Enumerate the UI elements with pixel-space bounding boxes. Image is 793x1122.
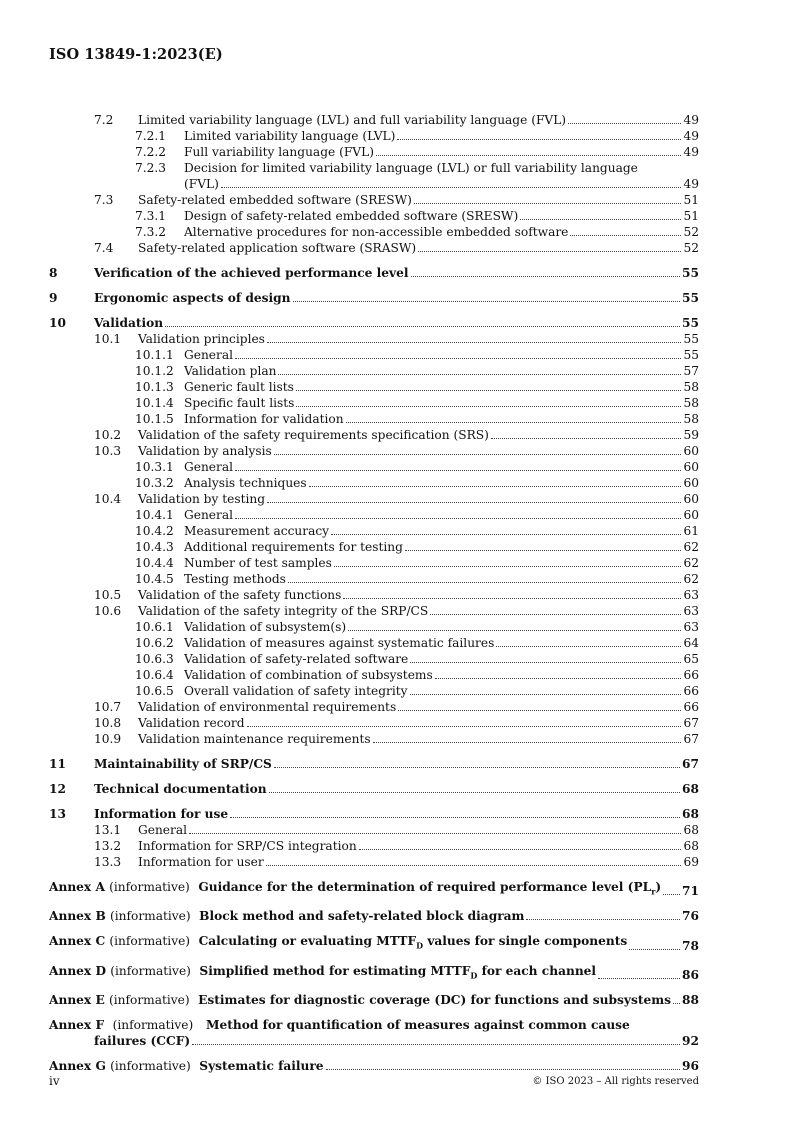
annex-label: Annex B: [49, 909, 106, 924]
toc-page: 66: [683, 684, 699, 698]
toc-entry[interactable]: [49, 265, 699, 281]
toc-page: 49: [683, 145, 699, 159]
toc-entry[interactable]: [49, 315, 699, 331]
toc-page: 52: [683, 241, 699, 255]
annex-label: Annex F: [49, 1018, 105, 1033]
toc-number: 10.6.1: [135, 620, 174, 634]
annex-title-end: for each channel: [477, 963, 597, 978]
toc-title: Validation of the safety requirements specification (SRS): [138, 428, 489, 442]
dot-leader: [376, 155, 681, 156]
toc-entry[interactable]: [49, 619, 699, 635]
toc-title: General: [138, 823, 187, 837]
annex-page: 88: [682, 993, 699, 1008]
toc-entry[interactable]: [49, 491, 699, 507]
dot-leader: [570, 235, 681, 236]
toc-entry[interactable]: [49, 756, 699, 772]
dot-leader: [247, 726, 682, 727]
toc-page: 55: [683, 332, 699, 346]
toc-title: Validation of the safety functions: [138, 588, 342, 602]
toc-number: 10.4.5: [135, 572, 174, 586]
toc-entry[interactable]: [49, 571, 699, 587]
annex-title: Estimates for diagnostic coverage (DC) for functions and subsystems: [198, 993, 671, 1008]
toc-page: 68: [683, 839, 699, 853]
toc-entry[interactable]: [49, 731, 699, 747]
toc-annex-f[interactable]: [49, 1017, 699, 1049]
toc-entry[interactable]: [49, 507, 699, 523]
annex-title: Guidance for the determination of required performance level (PL: [198, 880, 652, 894]
toc-page: 51: [683, 193, 699, 207]
dot-leader: [598, 978, 680, 979]
toc-number: 7.3.2: [135, 225, 167, 239]
toc-page: 64: [683, 636, 699, 650]
toc-page: 68: [682, 807, 699, 821]
toc-entry[interactable]: [49, 587, 699, 603]
dot-leader: [334, 566, 681, 567]
toc-page: 60: [683, 476, 699, 490]
toc-title: Validation principles: [138, 332, 265, 346]
toc-page: 58: [683, 396, 699, 410]
toc-annex-a[interactable]: [49, 879, 699, 899]
dot-leader: [274, 454, 681, 455]
toc-title: Validation of safety-related software: [184, 652, 409, 666]
toc-number: 10.4.4: [135, 556, 174, 570]
toc-number: 13.3: [94, 855, 122, 869]
toc-title: Information for validation: [184, 412, 344, 426]
toc-title: Additional requirements for testing: [184, 540, 403, 554]
dot-leader: [411, 276, 681, 277]
toc-title: Decision for limited variability language (LVL) or full variability language: [184, 161, 638, 175]
toc-title: Analysis techniques: [184, 476, 307, 490]
toc-entry[interactable]: [49, 781, 699, 797]
toc-entry[interactable]: [49, 651, 699, 667]
annex-type: (informative): [109, 880, 190, 894]
annex-title: Block method and safety-related block diagram: [199, 909, 525, 924]
dot-leader: [296, 406, 681, 407]
toc-title: Validation of environmental requirements: [138, 700, 397, 714]
toc-number: 10.3: [94, 444, 122, 458]
toc-title: Maintainability of SRP/CS: [94, 757, 272, 771]
toc-page: 62: [683, 572, 699, 586]
toc-page: 55: [682, 316, 699, 330]
toc-title: Validation record: [138, 716, 245, 730]
toc-number: 12: [49, 782, 66, 796]
toc-number: 7.3: [94, 193, 114, 207]
dot-leader: [309, 486, 681, 487]
toc-page: 63: [683, 620, 699, 634]
footer-page-number: iv: [49, 1074, 60, 1088]
toc-entry[interactable]: [49, 443, 699, 459]
toc-number: 10.1: [94, 332, 122, 346]
dot-leader: [398, 710, 681, 711]
toc-number: 10.6.3: [135, 652, 174, 666]
toc-entry[interactable]: [49, 224, 699, 240]
toc-page: 49: [683, 177, 699, 191]
toc-number: 10.1.2: [135, 364, 174, 378]
dot-leader: [288, 582, 681, 583]
dot-leader: [269, 792, 680, 793]
annex-page: 71: [682, 884, 699, 899]
toc-page: 60: [683, 508, 699, 522]
toc-page: 67: [683, 732, 699, 746]
toc-number: 10.4.3: [135, 540, 174, 554]
annex-subscript: D: [416, 940, 424, 951]
toc-page: 65: [683, 652, 699, 666]
annex-subscript: r: [651, 886, 656, 897]
toc-title: Number of test samples: [184, 556, 332, 570]
dot-leader: [496, 646, 681, 647]
toc-title: Validation by analysis: [138, 444, 272, 458]
toc-number: 7.3.1: [135, 209, 167, 223]
annex-page: 78: [682, 938, 699, 953]
toc-number: 10.6.4: [135, 668, 174, 682]
dot-leader: [520, 219, 681, 220]
dot-leader: [348, 630, 681, 631]
toc-number: 13.2: [94, 839, 122, 853]
toc-page: 49: [683, 129, 699, 143]
toc-entry[interactable]: [49, 715, 699, 731]
toc-number: 13: [49, 807, 66, 821]
annex-page: 76: [682, 909, 699, 924]
toc-entry[interactable]: [49, 603, 699, 619]
dot-leader: [373, 742, 681, 743]
dot-leader: [346, 422, 681, 423]
toc-title-cont: (FVL): [184, 177, 219, 191]
toc-page: 58: [683, 412, 699, 426]
toc-number: 11: [49, 757, 66, 771]
toc-title: Specific fault lists: [184, 396, 295, 410]
dot-leader: [410, 662, 681, 663]
toc-annex-e[interactable]: [49, 992, 699, 1008]
toc-title: Overall validation of safety integrity: [184, 684, 408, 698]
toc-title: Limited variability language (LVL) and full variability language (FVL): [138, 113, 567, 127]
toc-page: 67: [682, 757, 699, 771]
toc-number: 10.4.2: [135, 524, 174, 538]
dot-leader: [267, 342, 681, 343]
toc-entry[interactable]: [49, 395, 699, 411]
toc-title: Information for SRP/CS integration: [138, 839, 357, 853]
annex-type: (informative): [110, 909, 191, 924]
toc-title: Validation of combination of subsystems: [184, 668, 433, 682]
toc-page: 66: [683, 700, 699, 714]
toc-title: Generic fault lists: [184, 380, 294, 394]
dot-leader: [435, 678, 681, 679]
toc-entry[interactable]: [49, 459, 699, 475]
toc-entry[interactable]: [49, 806, 699, 822]
annex-type: (informative): [109, 934, 191, 949]
toc-page: 60: [683, 460, 699, 474]
dot-leader: [359, 849, 681, 850]
footer-copyright: © ISO 2023 – All rights reserved: [532, 1076, 699, 1087]
toc-number: 10.2: [94, 428, 122, 442]
toc-entry[interactable]: [49, 667, 699, 683]
toc-title: General: [184, 348, 233, 362]
dot-leader: [629, 949, 680, 950]
dot-leader: [568, 123, 681, 124]
toc-page: 63: [683, 604, 699, 618]
toc-entry[interactable]: [49, 363, 699, 379]
toc-page: 61: [683, 524, 699, 538]
toc-page: 49: [683, 113, 699, 127]
toc-title: Safety-related embedded software (SRESW): [138, 193, 412, 207]
table-of-contents: [49, 112, 699, 1074]
toc-title: General: [184, 460, 233, 474]
dot-leader: [663, 894, 680, 895]
toc-page: 66: [683, 668, 699, 682]
dot-leader: [397, 139, 681, 140]
toc-title: Design of safety-related embedded software (SRESW): [184, 209, 519, 223]
toc-entry[interactable]: [49, 347, 699, 363]
annex-title: Simplified method for estimating MTTF: [199, 963, 471, 978]
toc-title: Information for use: [94, 807, 229, 821]
annex-subscript: D: [470, 970, 478, 981]
toc-number: 7.2: [94, 113, 114, 127]
toc-title: Validation by testing: [138, 492, 266, 506]
toc-annex-b[interactable]: [49, 908, 699, 924]
annex-title-cont: failures (CCF): [94, 1034, 191, 1049]
toc-title: Verification of the achieved performance level: [94, 266, 409, 280]
dot-leader: [235, 358, 681, 359]
toc-title: Validation of subsystem(s): [184, 620, 347, 634]
toc-page: 67: [683, 716, 699, 730]
toc-number: 13.1: [94, 823, 122, 837]
toc-number: 7.2.1: [135, 129, 167, 143]
annex-label: Annex E: [49, 993, 105, 1008]
toc-page: 55: [683, 348, 699, 362]
toc-page: 55: [682, 266, 699, 280]
toc-number: 10.1.1: [135, 348, 174, 362]
toc-number: 10.3.1: [135, 460, 174, 474]
toc-entry[interactable]: [49, 240, 699, 256]
toc-title: Measurement accuracy: [184, 524, 330, 538]
annex-label: Annex D: [49, 963, 107, 978]
toc-entry[interactable]: [49, 539, 699, 555]
toc-page: 58: [683, 380, 699, 394]
toc-entry[interactable]: [49, 112, 699, 128]
annex-type: (informative): [112, 1018, 194, 1033]
toc-annex-d[interactable]: [49, 963, 699, 983]
toc-number: 10.1.4: [135, 396, 174, 410]
toc-number: 10.6.2: [135, 636, 174, 650]
dot-leader: [331, 534, 681, 535]
dot-leader: [410, 694, 681, 695]
dot-leader: [267, 502, 681, 503]
annex-label: Annex G: [49, 1059, 106, 1074]
dot-leader: [192, 1044, 680, 1045]
document-header: ISO 13849-1:2023(E): [49, 46, 223, 63]
toc-page: 62: [683, 540, 699, 554]
toc-page: 57: [683, 364, 699, 378]
toc-page: 68: [683, 823, 699, 837]
toc-entry[interactable]: [49, 290, 699, 306]
dot-leader: [491, 438, 681, 439]
toc-number: 10.4: [94, 492, 122, 506]
dot-leader: [296, 390, 681, 391]
toc-number: 10: [49, 316, 66, 330]
toc-title: Testing methods: [184, 572, 286, 586]
toc-annex-g[interactable]: [49, 1058, 699, 1074]
annex-type: (informative): [110, 963, 191, 978]
toc-number: 10.7: [94, 700, 122, 714]
dot-leader: [230, 817, 680, 818]
dot-leader: [414, 203, 681, 204]
toc-entry[interactable]: [49, 160, 699, 192]
annex-title: Calculating or evaluating MTTF: [198, 934, 417, 949]
annex-title-end: values for single components: [423, 934, 628, 949]
toc-entries: [49, 112, 699, 870]
dot-leader: [235, 470, 681, 471]
annex-type: (informative): [110, 1059, 191, 1074]
toc-number: 10.4.1: [135, 508, 174, 522]
dot-leader: [430, 614, 681, 615]
toc-page: 51: [683, 209, 699, 223]
toc-entry[interactable]: [49, 838, 699, 854]
toc-entry[interactable]: [49, 128, 699, 144]
toc-number: 9: [49, 291, 58, 305]
dot-leader: [266, 865, 681, 866]
toc-entry[interactable]: [49, 427, 699, 443]
toc-title: Limited variability language (LVL): [184, 129, 396, 143]
toc-entry[interactable]: [49, 208, 699, 224]
toc-page: 52: [683, 225, 699, 239]
dot-leader: [165, 326, 680, 327]
toc-title: Validation of measures against systematic failures: [184, 636, 495, 650]
annex-type: (informative): [108, 993, 190, 1008]
dot-leader: [278, 374, 681, 375]
toc-title: Safety-related application software (SRASW): [138, 241, 417, 255]
dot-leader: [189, 833, 681, 834]
toc-number: 10.5: [94, 588, 122, 602]
toc-number: 7.2.2: [135, 145, 167, 159]
toc-title: Validation plan: [184, 364, 277, 378]
toc-annex-c[interactable]: [49, 933, 699, 953]
toc-title: Full variability language (FVL): [184, 145, 374, 159]
toc-title: Validation: [94, 316, 164, 330]
toc-number: 7.2.3: [135, 161, 167, 175]
toc-page: 62: [683, 556, 699, 570]
toc-number: 10.1.5: [135, 412, 174, 426]
annex-page: 86: [682, 968, 699, 983]
dot-leader: [418, 251, 681, 252]
toc-number: 7.4: [94, 241, 114, 255]
toc-entry[interactable]: [49, 411, 699, 427]
annex-label: Annex A: [49, 880, 105, 894]
annex-page: 92: [682, 1034, 699, 1049]
toc-page: 60: [683, 444, 699, 458]
dot-leader: [293, 301, 681, 302]
dot-leader: [405, 550, 681, 551]
toc-entry[interactable]: [49, 379, 699, 395]
toc-entry[interactable]: [49, 683, 699, 699]
toc-title: General: [184, 508, 233, 522]
toc-entry[interactable]: [49, 331, 699, 347]
toc-entry[interactable]: [49, 822, 699, 838]
toc-number: 10.3.2: [135, 476, 174, 490]
annex-label: Annex C: [49, 934, 106, 949]
toc-page: 69: [683, 855, 699, 869]
dot-leader: [343, 598, 681, 599]
toc-entry[interactable]: [49, 144, 699, 160]
toc-number: 10.6.5: [135, 684, 174, 698]
toc-number: 10.6: [94, 604, 122, 618]
toc-entry[interactable]: [49, 475, 699, 491]
annex-title: Systematic failure: [199, 1059, 324, 1074]
toc-entry[interactable]: [49, 192, 699, 208]
toc-title: Information for user: [138, 855, 264, 869]
dot-leader: [235, 518, 681, 519]
toc-title: Ergonomic aspects of design: [94, 291, 291, 305]
toc-entry[interactable]: [49, 635, 699, 651]
toc-number: 8: [49, 266, 58, 280]
dot-leader: [326, 1069, 680, 1070]
toc-title: Alternative procedures for non-accessible embedded software: [184, 225, 569, 239]
toc-number: 10.1.3: [135, 380, 174, 394]
toc-page: 63: [683, 588, 699, 602]
toc-page: 59: [683, 428, 699, 442]
annex-title: Method for quantification of measures against common cause: [205, 1018, 630, 1033]
toc-page: 55: [682, 291, 699, 305]
toc-entry[interactable]: [49, 523, 699, 539]
dot-leader: [221, 187, 681, 188]
dot-leader: [526, 919, 680, 920]
toc-title: Validation of the safety integrity of the SRP/CS: [138, 604, 429, 618]
toc-page: 60: [683, 492, 699, 506]
toc-number: 10.8: [94, 716, 122, 730]
toc-entry[interactable]: [49, 854, 699, 870]
toc-page: 68: [682, 782, 699, 796]
dot-leader: [673, 1003, 680, 1004]
toc-title: Technical documentation: [94, 782, 267, 796]
dot-leader: [274, 767, 680, 768]
toc-title: Validation maintenance requirements: [138, 732, 371, 746]
toc-entry[interactable]: [49, 699, 699, 715]
annex-title-end: ): [655, 880, 662, 894]
toc-entry[interactable]: [49, 555, 699, 571]
annex-page: 96: [682, 1059, 699, 1074]
toc-number: 10.9: [94, 732, 122, 746]
